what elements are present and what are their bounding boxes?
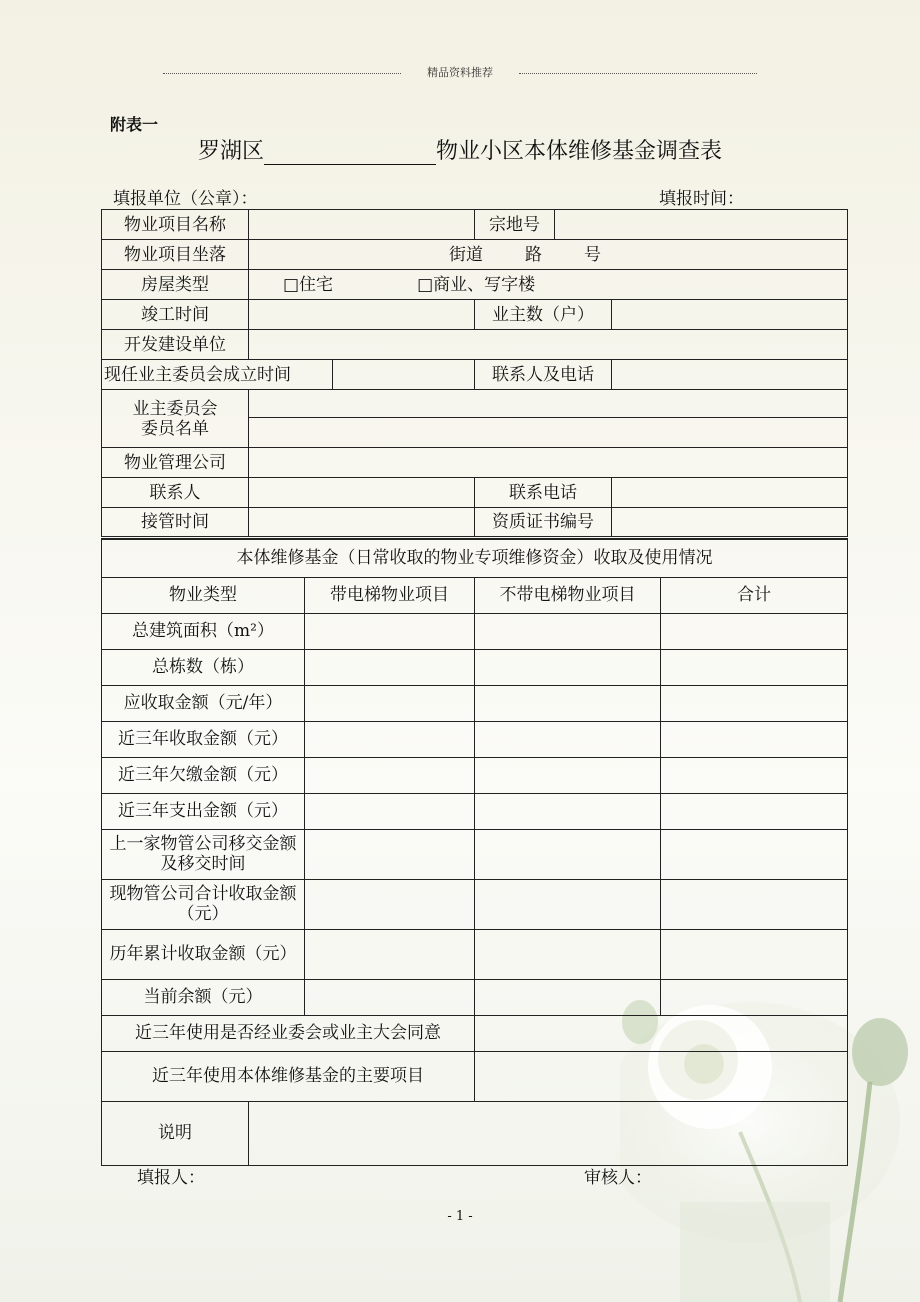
committee-date-label: 现任业主委员会成立时间 bbox=[102, 360, 333, 390]
col-header-total: 合计 bbox=[661, 577, 848, 613]
number-label: 号 bbox=[584, 244, 601, 265]
owner-count-label: 业主数（户） bbox=[475, 300, 612, 330]
cell-total[interactable] bbox=[661, 721, 848, 757]
row-label: 上一家物管公司移交金额及移交时间 bbox=[102, 829, 305, 879]
filling-time-label: 填报时间： bbox=[659, 189, 744, 209]
cell-no-elevator[interactable] bbox=[475, 649, 661, 685]
street-label: 街道 bbox=[449, 244, 483, 265]
notes-label: 说明 bbox=[102, 1101, 249, 1165]
table-row bbox=[102, 793, 848, 829]
section-title: 本体维修基金（日常收取的物业专项维修资金）收取及使用情况 bbox=[102, 539, 848, 577]
contact-tel-field[interactable] bbox=[612, 478, 848, 508]
residential-checkbox[interactable]: □住宅 bbox=[283, 274, 334, 295]
col-header-type: 物业类型 bbox=[102, 577, 305, 613]
col-header-no-elevator: 不带电梯物业项目 bbox=[475, 577, 661, 613]
takeover-time-field[interactable] bbox=[249, 508, 475, 537]
consent-label: 近三年使用是否经业委会或业主大会同意 bbox=[102, 1015, 475, 1051]
row-label: 近三年欠缴金额（元） bbox=[102, 757, 305, 793]
cert-no-label: 资质证书编号 bbox=[475, 508, 612, 537]
contact-tel-label: 联系电话 bbox=[475, 478, 612, 508]
table-row bbox=[102, 757, 848, 793]
location-field[interactable] bbox=[249, 240, 848, 270]
location-label: 物业项目坐落 bbox=[102, 240, 249, 270]
filling-unit-label: 填报单位（公章）： bbox=[113, 189, 258, 209]
table-row bbox=[102, 929, 848, 979]
cell-no-elevator[interactable] bbox=[475, 685, 661, 721]
page-title: 罗湖区 物业小区本体维修基金调查表 bbox=[197, 139, 723, 164]
lot-no-label: 宗地号 bbox=[475, 210, 555, 240]
cell-total[interactable] bbox=[661, 929, 848, 979]
row-label: 近三年收取金额（元） bbox=[102, 721, 305, 757]
table-row bbox=[102, 613, 848, 649]
committee-date-field[interactable] bbox=[333, 360, 475, 390]
row-label: 总建筑面积（m²） bbox=[102, 613, 305, 649]
cell-total[interactable] bbox=[661, 649, 848, 685]
cell-no-elevator[interactable] bbox=[475, 929, 661, 979]
developer-label: 开发建设单位 bbox=[102, 330, 249, 360]
cell-elevator[interactable] bbox=[305, 721, 475, 757]
cell-total[interactable] bbox=[661, 757, 848, 793]
title-blank[interactable] bbox=[264, 142, 436, 165]
col-header-elevator: 带电梯物业项目 bbox=[305, 577, 475, 613]
mgmt-company-field[interactable] bbox=[249, 448, 848, 478]
cell-no-elevator[interactable] bbox=[475, 979, 661, 1015]
main-items-field[interactable] bbox=[475, 1051, 848, 1101]
lot-no-field[interactable] bbox=[555, 210, 848, 240]
cell-no-elevator[interactable] bbox=[475, 757, 661, 793]
project-name-field[interactable] bbox=[249, 210, 475, 240]
contact-label: 联系人 bbox=[102, 478, 249, 508]
row-label: 历年累计收取金额（元） bbox=[102, 929, 305, 979]
reviewer-label: 审核人： bbox=[584, 1168, 652, 1188]
cell-elevator[interactable] bbox=[305, 649, 475, 685]
cert-no-field[interactable] bbox=[612, 508, 848, 537]
main-items-label: 近三年使用本体维修基金的主要项目 bbox=[102, 1051, 475, 1101]
cell-total[interactable] bbox=[661, 879, 848, 929]
contact-phone-label: 联系人及电话 bbox=[475, 360, 612, 390]
annex-label: 附表一 bbox=[110, 115, 159, 134]
developer-field[interactable] bbox=[249, 330, 848, 360]
page-number: - 1 - bbox=[447, 1209, 473, 1224]
table-row bbox=[102, 829, 848, 879]
house-type-options bbox=[249, 270, 848, 300]
cell-total[interactable] bbox=[661, 793, 848, 829]
contact-phone-field[interactable] bbox=[612, 360, 848, 390]
cell-no-elevator[interactable] bbox=[475, 829, 661, 879]
table-row bbox=[102, 685, 848, 721]
contact-field[interactable] bbox=[249, 478, 475, 508]
fund-usage-table bbox=[101, 538, 848, 1166]
cell-total[interactable] bbox=[661, 979, 848, 1015]
owner-count-field[interactable] bbox=[612, 300, 848, 330]
cell-elevator[interactable] bbox=[305, 829, 475, 879]
cell-elevator[interactable] bbox=[305, 757, 475, 793]
cell-elevator[interactable] bbox=[305, 879, 475, 929]
table-row bbox=[102, 979, 848, 1015]
cell-elevator[interactable] bbox=[305, 613, 475, 649]
cell-elevator[interactable] bbox=[305, 685, 475, 721]
header-recommend: 精品资料推荐 bbox=[163, 64, 757, 82]
cell-no-elevator[interactable] bbox=[475, 879, 661, 929]
row-label: 现物管公司合计收取金额（元） bbox=[102, 879, 305, 929]
completion-time-field[interactable] bbox=[249, 300, 475, 330]
committee-list-label: 业主委员会 委员名单 bbox=[102, 390, 249, 448]
basic-info-table bbox=[101, 209, 848, 537]
committee-list-field-1[interactable] bbox=[249, 390, 848, 418]
cell-no-elevator[interactable] bbox=[475, 613, 661, 649]
table-row bbox=[102, 649, 848, 685]
house-type-label: 房屋类型 bbox=[102, 270, 249, 300]
cell-total[interactable] bbox=[661, 613, 848, 649]
cell-elevator[interactable] bbox=[305, 793, 475, 829]
cell-elevator[interactable] bbox=[305, 929, 475, 979]
row-label: 总栋数（栋） bbox=[102, 649, 305, 685]
row-label: 近三年支出金额（元） bbox=[102, 793, 305, 829]
cell-elevator[interactable] bbox=[305, 979, 475, 1015]
table-row bbox=[102, 721, 848, 757]
commercial-checkbox[interactable]: □商业、写字楼 bbox=[417, 274, 536, 295]
completion-time-label: 竣工时间 bbox=[102, 300, 249, 330]
filler-label: 填报人： bbox=[137, 1168, 205, 1188]
cell-no-elevator[interactable] bbox=[475, 721, 661, 757]
consent-field[interactable] bbox=[475, 1015, 848, 1051]
takeover-time-label: 接管时间 bbox=[102, 508, 249, 537]
cell-total[interactable] bbox=[661, 829, 848, 879]
row-label: 当前余额（元） bbox=[102, 979, 305, 1015]
road-label: 路 bbox=[525, 244, 542, 265]
mgmt-company-label: 物业管理公司 bbox=[102, 448, 249, 478]
notes-field[interactable] bbox=[249, 1101, 848, 1165]
committee-list-field-2[interactable] bbox=[249, 418, 848, 448]
table-row bbox=[102, 879, 848, 929]
cell-total[interactable] bbox=[661, 685, 848, 721]
row-label: 应收取金额（元/年） bbox=[102, 685, 305, 721]
project-name-label: 物业项目名称 bbox=[102, 210, 249, 240]
cell-no-elevator[interactable] bbox=[475, 793, 661, 829]
